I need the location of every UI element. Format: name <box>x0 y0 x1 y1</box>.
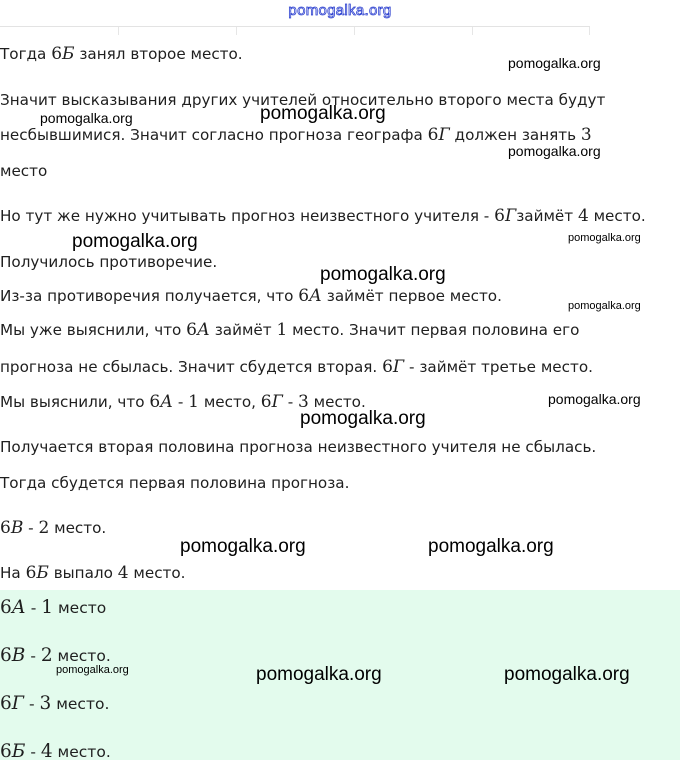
ruler-tick <box>354 27 355 35</box>
text: займёт <box>209 321 277 339</box>
text: несбывшимися. Значит согласно прогноза географа <box>0 126 428 144</box>
watermark: pomogalka.org <box>40 110 133 126</box>
math-number: 6 <box>0 741 12 762</box>
watermark: pomogalka.org <box>72 231 198 252</box>
math-number: 6 <box>25 563 37 583</box>
text: Тогда <box>0 45 52 63</box>
text: - займёт третье место. <box>404 358 593 376</box>
text: Мы уже выяснили, что <box>0 321 187 339</box>
text: займёт <box>516 207 578 225</box>
text: - <box>25 599 42 617</box>
text: Из-за противоречия получается, что <box>0 287 299 305</box>
answer-line <box>0 694 109 714</box>
watermark: pomogalka.org <box>428 536 554 557</box>
text-line-11 <box>0 437 596 457</box>
math-letter: А <box>160 392 174 412</box>
ruler-tick <box>472 27 473 35</box>
text: На <box>0 564 26 582</box>
answer-line <box>0 742 111 762</box>
text: - <box>25 647 41 665</box>
watermark: pomogalka.org <box>56 664 129 676</box>
text-line-14 <box>0 563 186 583</box>
text: занял второе место. <box>74 45 243 63</box>
watermark: pomogalka.org <box>504 664 630 685</box>
answer-line <box>0 646 111 666</box>
text: место. <box>52 647 111 665</box>
table-ruler <box>0 26 590 35</box>
text: Значит высказывания других учителей относительно второго места будут <box>0 91 606 109</box>
math-number: 4 <box>577 206 589 226</box>
watermark: pomogalka.org <box>508 55 601 71</box>
math-letter: Г <box>11 693 25 714</box>
math-number: 6 <box>0 693 12 714</box>
text: Но тут же нужно учитывать прогноз неизвестного учителя - <box>0 207 495 225</box>
text-line-13 <box>0 518 106 538</box>
math-letter: Б <box>62 44 75 64</box>
text: место. <box>51 695 110 713</box>
math-letter: Г <box>504 206 517 226</box>
text: займёт первое место. <box>321 287 502 305</box>
math-letter: Б <box>36 563 49 583</box>
math-number: 1 <box>188 392 199 412</box>
math-number: 1 <box>276 320 288 340</box>
text-line-9 <box>0 357 593 377</box>
text: место, <box>199 393 261 411</box>
math-letter: Г <box>438 125 450 145</box>
math-letter: В <box>10 518 24 538</box>
ruler-tick <box>236 27 237 35</box>
math-number: 4 <box>117 563 129 583</box>
text-line-8 <box>0 320 579 340</box>
math-letter: А <box>197 320 210 340</box>
math-number: 6 <box>298 286 310 306</box>
text-line-12 <box>0 473 349 493</box>
text-line-3 <box>0 125 592 145</box>
text: - <box>282 393 299 411</box>
math-number: 6 <box>51 44 63 64</box>
text: прогноза не сбылась. Значит сбудется вторая. <box>0 358 383 376</box>
watermark: pomogalka.org <box>508 143 601 159</box>
math-number: 6 <box>382 357 393 377</box>
math-letter: Б <box>11 741 26 762</box>
text: должен занять <box>449 126 581 144</box>
text: - <box>23 519 39 537</box>
text: место <box>53 599 107 617</box>
text: место. <box>588 207 646 225</box>
text: место. <box>52 743 111 761</box>
math-number: 6 <box>494 206 505 226</box>
watermark: pomogalka.org <box>568 232 641 244</box>
watermark: pomogalka.org <box>180 536 306 557</box>
text: - <box>24 695 40 713</box>
text: выпало <box>48 564 118 582</box>
text: место. <box>308 393 366 411</box>
math-number: 1 <box>41 597 54 618</box>
watermark: pomogalka.org <box>568 300 641 312</box>
text: Получается вторая половина прогноза неизвестного учителя не сбылась. <box>0 438 597 456</box>
math-number: 3 <box>580 125 592 145</box>
ruler-tick <box>118 27 119 35</box>
text: место <box>0 162 48 180</box>
text: место. <box>49 519 107 537</box>
text: Получилось противоречие. <box>0 253 218 271</box>
text: место. <box>128 564 186 582</box>
math-letter: Г <box>271 392 283 412</box>
math-number: 2 <box>38 518 50 538</box>
math-number: 2 <box>40 645 53 666</box>
math-number: 4 <box>40 741 53 762</box>
text: - <box>25 743 41 761</box>
math-number: 6 <box>427 125 439 145</box>
watermark: pomogalka.org <box>260 103 386 124</box>
header-site-watermark[interactable]: pomogalka.org <box>288 2 392 19</box>
text-line-6 <box>0 252 217 272</box>
text: - <box>173 393 189 411</box>
math-number: 6 <box>260 392 272 412</box>
watermark: pomogalka.org <box>320 264 446 285</box>
math-number: 3 <box>39 693 52 714</box>
ruler-tick <box>589 27 590 35</box>
text-line-5 <box>0 206 646 226</box>
watermark: pomogalka.org <box>548 391 641 407</box>
math-number: 6 <box>186 320 197 340</box>
text: Мы выяснили, что <box>0 393 150 411</box>
math-number: 6 <box>0 645 12 666</box>
text-line-7 <box>0 286 502 306</box>
math-number: 6 <box>0 597 12 618</box>
text: Тогда сбудется первая половина прогноза. <box>0 474 350 492</box>
answer-line <box>0 598 106 618</box>
text-line-4 <box>0 161 47 181</box>
math-letter: А <box>11 597 26 618</box>
math-number: 3 <box>298 392 309 412</box>
math-number: 6 <box>0 518 11 538</box>
math-number: 6 <box>149 392 161 412</box>
watermark: pomogalka.org <box>256 664 382 685</box>
text: место. Значит первая половина его <box>287 321 580 339</box>
math-letter: В <box>11 645 26 666</box>
math-letter: А <box>309 286 322 306</box>
watermark: pomogalka.org <box>300 408 426 429</box>
text-line-1 <box>0 44 243 64</box>
math-letter: Г <box>392 357 405 377</box>
